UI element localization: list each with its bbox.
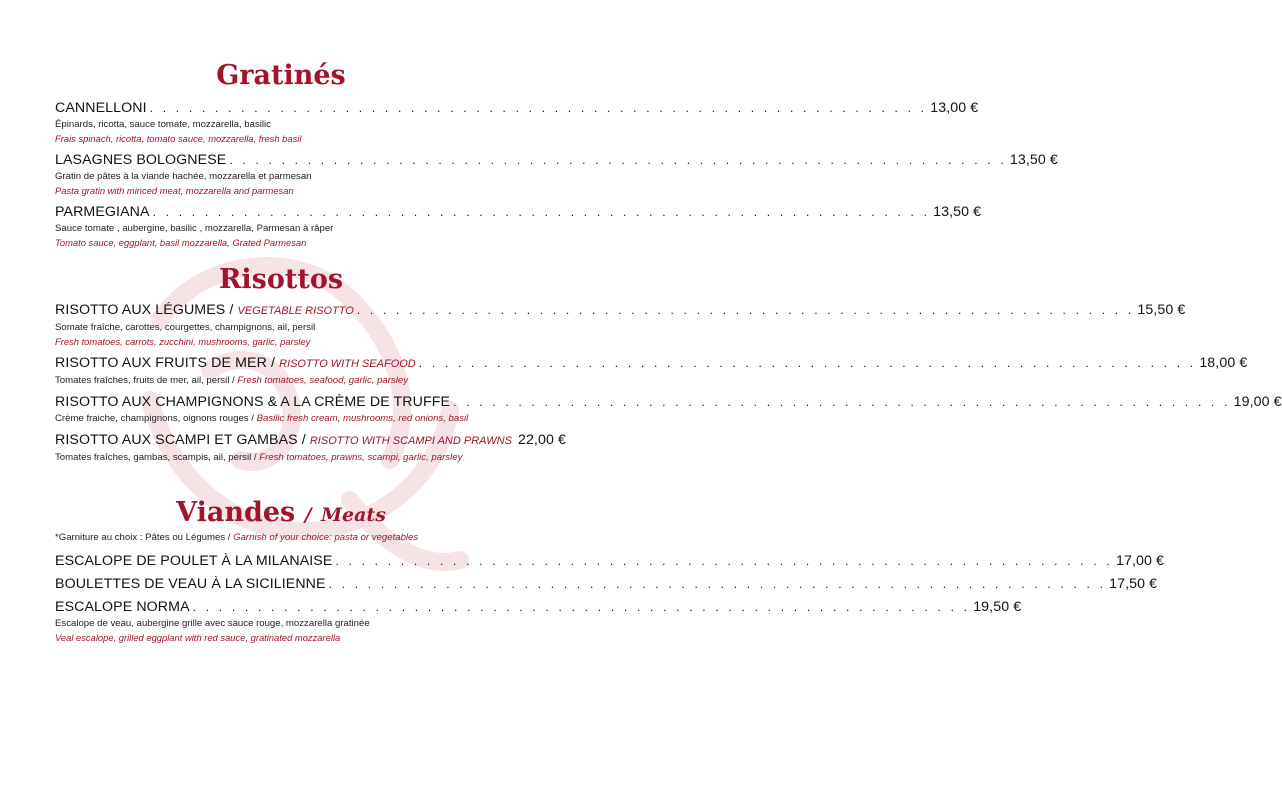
section-title-risottos: Risottos — [218, 264, 344, 295]
leader-dots — [329, 574, 1107, 594]
leader-dots — [153, 202, 931, 222]
item-price: 15,50 € — [1137, 302, 1186, 318]
menu-item-parmegiana — [55, 202, 982, 250]
menu-item-cannelloni — [55, 98, 979, 146]
section-title-viandes: Viandes / Meats — [176, 497, 386, 528]
item-description-en: Fresh tomatoes, carrots, zucchini, mushrooms, garlic, parsley — [55, 336, 311, 347]
item-name: BOULETTES DE VEAU À LA SICILIENNE — [55, 576, 326, 592]
item-price: 18,00 € — [1199, 355, 1248, 371]
item-name: RISOTTO AUX SCAMPI ET GAMBAS / RISOTTO WITH SCAMPI AND PRAWNS — [55, 432, 512, 448]
item-description: Tomates fraîches, fruits de mer, ail, persil / Fresh tomatoes, seafood, garlic, parsley — [55, 375, 408, 386]
leader-dots — [453, 392, 1231, 412]
menu-item-risotto-champignons — [55, 392, 1282, 426]
item-description-fr: Gratin de pâtes à la viande hachée, mozzarella et parmesan — [55, 171, 312, 182]
item-name-en: VEGETABLE RISOTTO — [237, 305, 354, 317]
item-price: 13,00 € — [930, 100, 979, 116]
item-price: 13,50 € — [1009, 152, 1058, 168]
item-name: LASAGNES BOLOGNESE — [55, 152, 227, 168]
item-price: 19,50 € — [973, 599, 1022, 615]
garnish-note: *Garniture au choix : Pâtes ou Légumes / Garnish of your choice: pasta or vegetables — [55, 532, 419, 543]
leader-dots — [150, 98, 928, 118]
item-description: Tomates fraîches, gambas, scampis, ail, persil / Fresh tomatoes, prawns, scampi, garlic, parsley — [55, 452, 463, 463]
item-name: RISOTTO AUX LÉGUMES / VEGETABLE RISOTTO — [55, 302, 354, 318]
leader-dots — [357, 300, 1135, 320]
item-description-en: Frais spinach, ricotta, tomato sauce, mozzarella, fresh basil — [55, 133, 302, 144]
item-description: Crème fraiche, champignons, oignons rouges / Basilic fresh cream, mushrooms, red onions, basil — [55, 413, 469, 424]
menu-item-risotto-scampi — [55, 430, 566, 465]
item-description-fr: Somate fraîche, carottes, courgettes, champignons, ail, persil — [55, 322, 316, 333]
item-description-en: Tomato sauce, eggplant, basil mozzarella, Grated Parmesan — [55, 237, 307, 248]
item-price: 22,00 € — [517, 432, 566, 448]
item-name-en: RISOTTO WITH SEAFOOD — [279, 358, 416, 370]
item-name: RISOTTO AUX CHAMPIGNONS & A LA CRÈME DE TRUFFE — [55, 394, 451, 410]
item-name: RISOTTO AUX FRUITS DE MER / RISOTTO WITH SEAFOOD — [55, 355, 416, 371]
menu-page — [55, 56, 1282, 645]
menu-item-escalope-poulet — [55, 551, 1165, 571]
item-price: 19,00 € — [1233, 394, 1282, 410]
menu-item-lasagnes — [55, 150, 1058, 198]
leader-dots — [193, 597, 971, 617]
section-title-gratines: Gratinés — [216, 60, 346, 91]
item-name: ESCALOPE DE POULET À LA MILANAISE — [55, 553, 333, 569]
item-description-fr: Escalope de veau, aubergine grille avec sauce rouge, mozzarella gratinée — [55, 618, 370, 629]
item-description-en: Veal escalope, grilled eggplant with red sauce, gratinated mozzarella — [55, 632, 341, 643]
menu-item-risotto-fruits-de-mer — [55, 353, 1248, 388]
item-description-en: Pasta gratin with minced meat, mozzarella and parmesan — [55, 185, 294, 196]
menu-item-boulettes-veau — [55, 574, 1158, 594]
item-name-en: RISOTTO WITH SCAMPI AND PRAWNS — [309, 435, 512, 447]
item-price: 17,00 € — [1115, 553, 1165, 569]
menu-item-risotto-legumes — [55, 300, 1186, 349]
item-name: ESCALOPE NORMA — [55, 599, 190, 615]
item-price: 17,50 € — [1109, 576, 1158, 592]
item-price: 13,50 € — [933, 204, 982, 220]
leader-dots — [229, 150, 1007, 170]
item-description-fr: Épinards, ricotta, sauce tomate, mozzarella, basilic — [55, 119, 271, 130]
item-description-fr: Sauce tomate , aubergine, basilic , mozzarella, Parmesan à râper — [55, 223, 334, 234]
leader-dots — [419, 353, 1197, 373]
item-name: CANNELLONI — [55, 100, 147, 116]
menu-item-escalope-norma — [55, 597, 1022, 645]
item-name: PARMEGIANA — [55, 204, 150, 220]
leader-dots — [335, 551, 1113, 571]
